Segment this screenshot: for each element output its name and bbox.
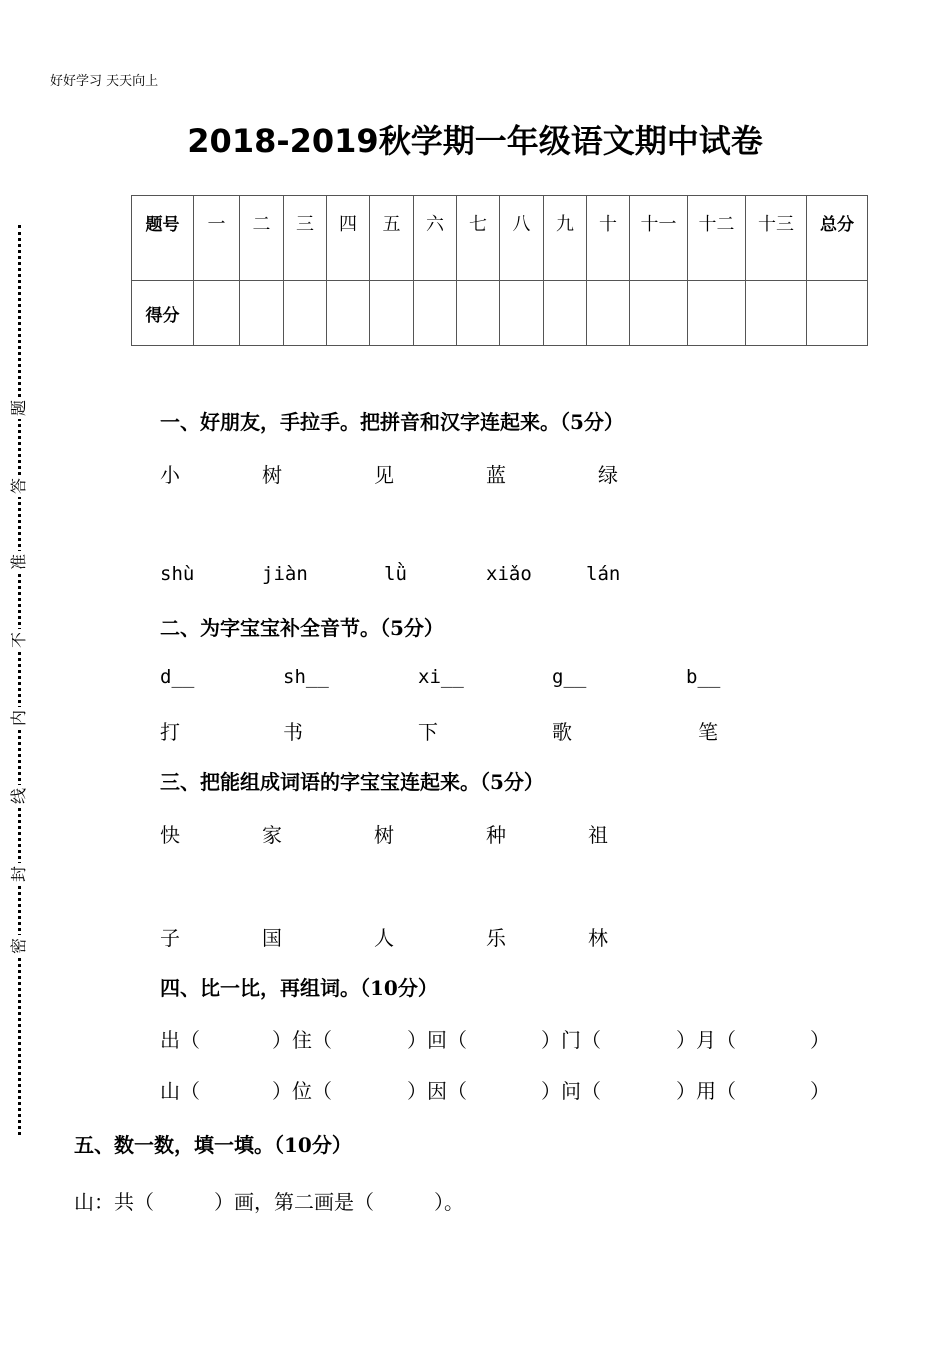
q3-bottom-char: 子 xyxy=(160,926,180,950)
column-header: 九 xyxy=(544,196,587,281)
column-header: 八 xyxy=(500,196,544,281)
seal-char: 不 xyxy=(8,629,30,651)
column-header: 十三 xyxy=(746,196,807,281)
q2-char: 打 xyxy=(160,720,180,744)
score-cell[interactable] xyxy=(240,281,284,346)
seal-char: 准 xyxy=(8,551,30,573)
q1-heading: 一、好朋友，手拉手。把拼音和汉字连起来。（5分） xyxy=(160,410,624,434)
q3-top-char: 种 xyxy=(486,823,506,847)
score-header-row xyxy=(132,196,868,281)
header-note: 好好学习 天天向上 xyxy=(50,74,159,89)
q1-pinyin: lǜ xyxy=(384,563,407,585)
q3-bottom-char: 国 xyxy=(262,926,282,950)
column-header: 十 xyxy=(587,196,630,281)
q5-heading: 五、数一数，填一填。（10分） xyxy=(74,1133,352,1157)
q4-item: ）用（ xyxy=(676,1079,736,1103)
column-header: 三 xyxy=(284,196,327,281)
seal-char: 密 xyxy=(8,935,30,957)
seal-char: 内 xyxy=(8,707,30,729)
q1-pinyin: lán xyxy=(586,563,621,585)
q4-item: ）因（ xyxy=(407,1079,467,1103)
column-header: 十二 xyxy=(688,196,746,281)
q2-blank: xi__ xyxy=(418,666,464,688)
q1-char: 见 xyxy=(374,463,394,487)
total-score-cell[interactable] xyxy=(807,281,868,346)
score-cell[interactable] xyxy=(327,281,370,346)
q1-pinyin: shù xyxy=(160,563,195,585)
q1-pinyin: xiǎo xyxy=(486,563,532,585)
q4-item: 出（ xyxy=(160,1028,200,1052)
q3-top-char: 树 xyxy=(374,823,394,847)
seal-char: 答 xyxy=(8,475,30,497)
q2-blank: d__ xyxy=(160,666,195,688)
q2-char: 笔 xyxy=(698,720,718,744)
seal-char: 封 xyxy=(8,863,30,885)
q4-item: ）问（ xyxy=(541,1079,601,1103)
column-header: 四 xyxy=(327,196,370,281)
q2-blank: sh__ xyxy=(283,666,329,688)
q1-char: 树 xyxy=(262,463,282,487)
q2-blank: b__ xyxy=(686,666,721,688)
column-header: 五 xyxy=(370,196,414,281)
score-cell[interactable] xyxy=(194,281,240,346)
q2-char: 书 xyxy=(283,720,303,744)
q4-item: ）月（ xyxy=(676,1028,736,1052)
q3-bottom-char: 人 xyxy=(374,926,394,950)
score-cell[interactable] xyxy=(284,281,327,346)
column-header: 六 xyxy=(414,196,457,281)
column-header: 二 xyxy=(240,196,284,281)
q3-top-char: 快 xyxy=(160,823,180,847)
q2-char: 下 xyxy=(418,720,438,744)
q4-item: ）位（ xyxy=(272,1079,332,1103)
q1-pinyin: jiàn xyxy=(262,563,308,585)
q4-item: ）住（ xyxy=(272,1028,332,1052)
q3-heading: 三、把能组成词语的字宝宝连起来。（5分） xyxy=(160,770,544,794)
score-cell[interactable] xyxy=(544,281,587,346)
column-header: 七 xyxy=(457,196,500,281)
score-label: 得分 xyxy=(132,281,194,346)
seal-dotted-line xyxy=(18,225,21,1135)
q1-char: 小 xyxy=(160,463,180,487)
q2-char: 歌 xyxy=(552,720,572,744)
score-cell[interactable] xyxy=(370,281,414,346)
q4-item: ） xyxy=(810,1028,830,1052)
seal-line xyxy=(8,225,30,1135)
seal-char: 题 xyxy=(8,397,30,419)
total-label: 总分 xyxy=(807,196,868,281)
column-header: 一 xyxy=(194,196,240,281)
score-cell[interactable] xyxy=(414,281,457,346)
q4-heading: 四、比一比，再组词。（10分） xyxy=(160,976,438,1000)
q2-blank: g__ xyxy=(552,666,587,688)
page-title: 2018-2019秋学期一年级语文期中试卷 xyxy=(187,122,763,160)
q3-top-char: 祖 xyxy=(588,823,608,847)
score-cell[interactable] xyxy=(587,281,630,346)
q4-item: 山（ xyxy=(160,1079,200,1103)
q4-item: ）回（ xyxy=(407,1028,467,1052)
q3-top-char: 家 xyxy=(262,823,282,847)
score-row xyxy=(132,281,868,346)
score-table xyxy=(131,195,868,346)
q2-heading: 二、为字宝宝补全音节。（5分） xyxy=(160,616,444,640)
q3-bottom-char: 乐 xyxy=(486,926,506,950)
q4-item: ） xyxy=(810,1079,830,1103)
q4-item: ）门（ xyxy=(541,1028,601,1052)
q1-char: 绿 xyxy=(598,463,618,487)
q5-line: 山：共（ ）画，第二画是（ ）。 xyxy=(74,1190,464,1214)
question-number-label: 题号 xyxy=(132,196,194,281)
score-cell[interactable] xyxy=(457,281,500,346)
score-cell[interactable] xyxy=(746,281,807,346)
seal-char: 线 xyxy=(8,785,30,807)
score-cell[interactable] xyxy=(500,281,544,346)
column-header: 十一 xyxy=(630,196,688,281)
score-cell[interactable] xyxy=(630,281,688,346)
score-cell[interactable] xyxy=(688,281,746,346)
q1-char: 蓝 xyxy=(486,463,506,487)
q3-bottom-char: 林 xyxy=(588,926,608,950)
